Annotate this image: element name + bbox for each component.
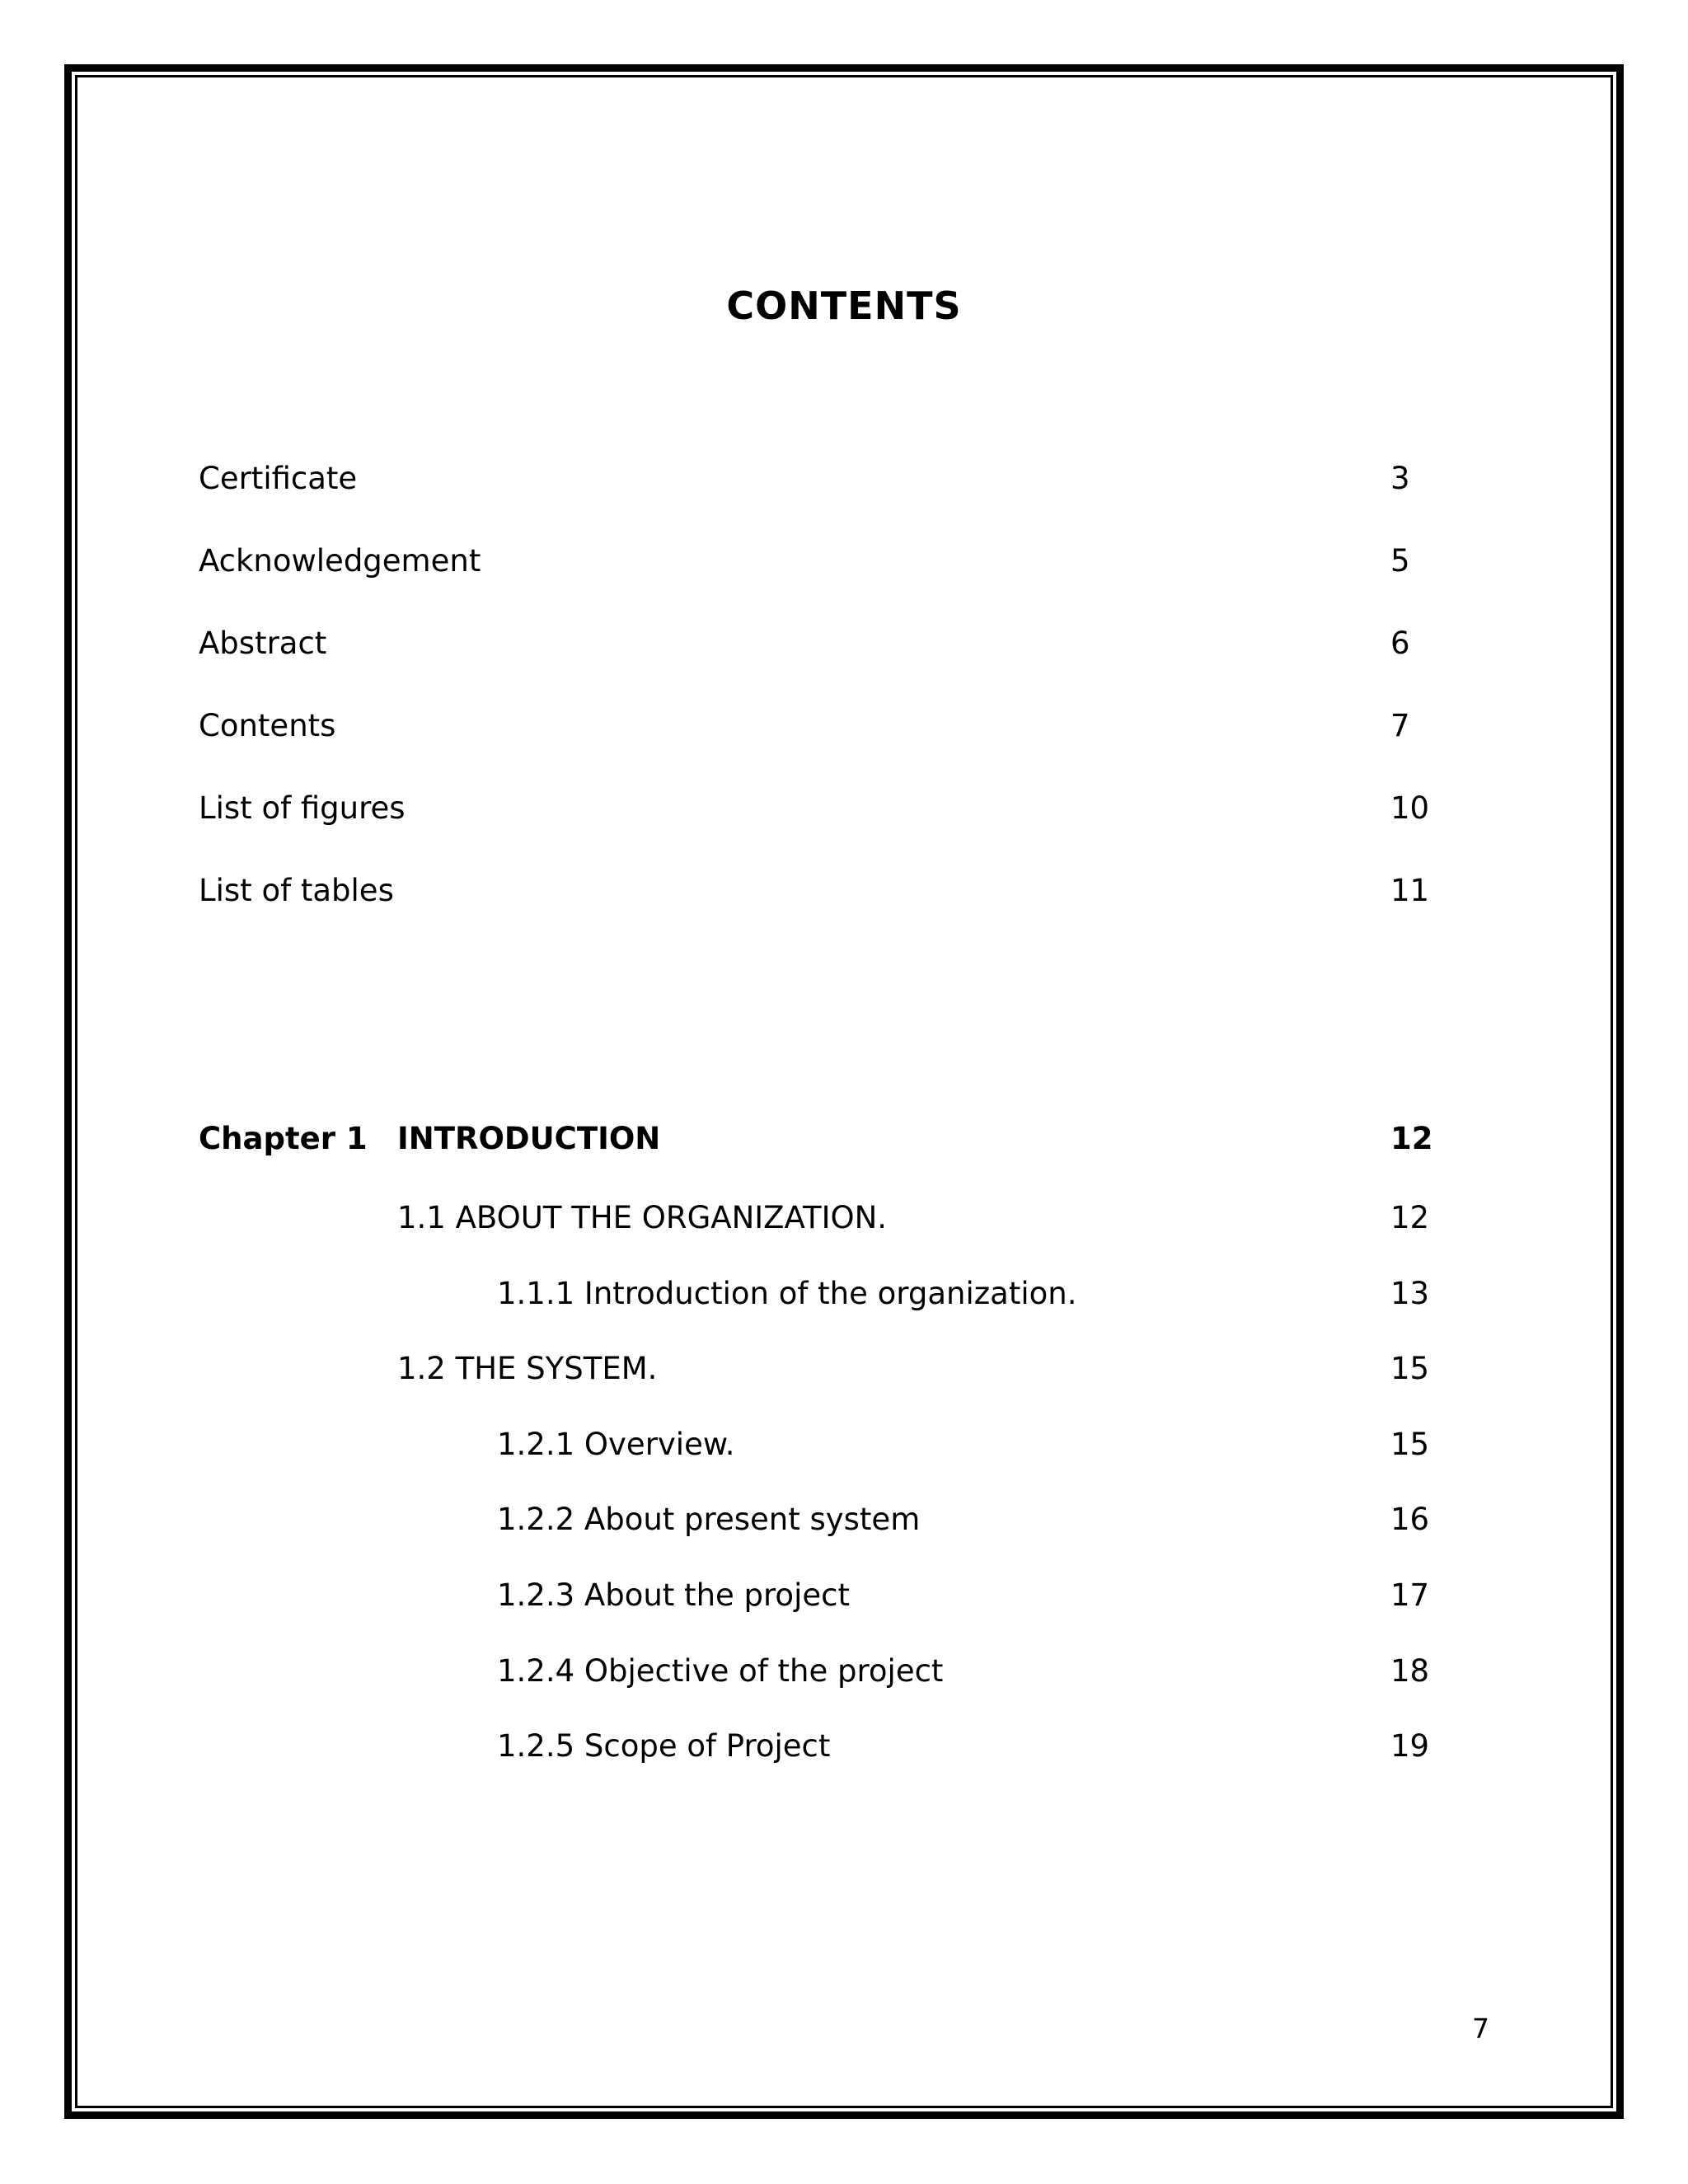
toc-entry-page: 18 — [1390, 1653, 1430, 1689]
toc-entry-label: 1.2 THE SYSTEM. — [397, 1351, 658, 1386]
toc-entry-label: 1.2.3 About the project — [497, 1577, 850, 1613]
toc-entry-1-2-4[interactable] — [0, 1647, 1688, 1696]
toc-entry-page: 16 — [1390, 1502, 1430, 1537]
toc-entry-label: 1.1.1 Introduction of the organization. — [497, 1276, 1077, 1311]
toc-entry-label: 1.1 ABOUT THE ORGANIZATION. — [397, 1200, 888, 1235]
toc-entry-page: 6 — [1390, 626, 1410, 661]
page-border-inner — [75, 75, 1613, 2108]
toc-entry-certificate[interactable] — [0, 454, 1688, 504]
toc-entry-label: 1.2.1 Overview. — [497, 1427, 735, 1462]
toc-entry-1-2-3[interactable] — [0, 1571, 1688, 1620]
toc-entry-list-of-tables[interactable] — [0, 866, 1688, 916]
toc-entry-page: 13 — [1390, 1276, 1430, 1311]
toc-entry-abstract[interactable] — [0, 619, 1688, 668]
toc-entry-page: 19 — [1390, 1728, 1430, 1764]
chapter-title: INTRODUCTION — [397, 1121, 661, 1156]
toc-entry-page: 17 — [1390, 1577, 1430, 1613]
toc-entry-label: 1.2.5 Scope of Project — [497, 1728, 831, 1764]
toc-entry-label: List of figures — [199, 790, 406, 826]
contents-title: CONTENTS — [726, 284, 962, 328]
toc-entry-label: Abstract — [199, 626, 327, 661]
toc-entry-label: Certificate — [199, 461, 358, 496]
toc-entry-1-2-5[interactable] — [0, 1722, 1688, 1771]
toc-entry-label: 1.2.4 Objective of the project — [497, 1653, 944, 1689]
toc-entry-1-1-1[interactable] — [0, 1269, 1688, 1319]
toc-entry-label: Acknowledgement — [199, 543, 481, 579]
toc-entry-1-2-1[interactable] — [0, 1420, 1688, 1469]
toc-entry-contents[interactable] — [0, 701, 1688, 751]
toc-entry-label: Contents — [199, 708, 336, 743]
toc-entry-1-2[interactable] — [0, 1344, 1688, 1394]
toc-entry-page: 11 — [1390, 873, 1430, 908]
toc-entry-label: List of tables — [199, 873, 394, 908]
toc-entry-1-1[interactable] — [0, 1193, 1688, 1243]
toc-entry-label: 1.2.2 About present system — [497, 1502, 921, 1537]
toc-entry-list-of-figures[interactable] — [0, 784, 1688, 833]
chapter-page: 12 — [1390, 1121, 1433, 1156]
toc-entry-page: 15 — [1390, 1351, 1430, 1386]
toc-chapter-1[interactable] — [0, 1114, 1688, 1164]
toc-entry-page: 7 — [1390, 708, 1410, 743]
toc-entry-page: 3 — [1390, 461, 1410, 496]
footer-page-number: 7 — [1472, 2013, 1489, 2045]
toc-entry-page: 12 — [1390, 1200, 1430, 1235]
toc-entry-acknowledgement[interactable] — [0, 537, 1688, 586]
toc-entry-page: 10 — [1390, 790, 1430, 826]
toc-entry-page: 15 — [1390, 1427, 1430, 1462]
toc-entry-1-2-2[interactable] — [0, 1495, 1688, 1544]
toc-entry-page: 5 — [1390, 543, 1410, 579]
chapter-number: Chapter 1 — [199, 1121, 368, 1156]
